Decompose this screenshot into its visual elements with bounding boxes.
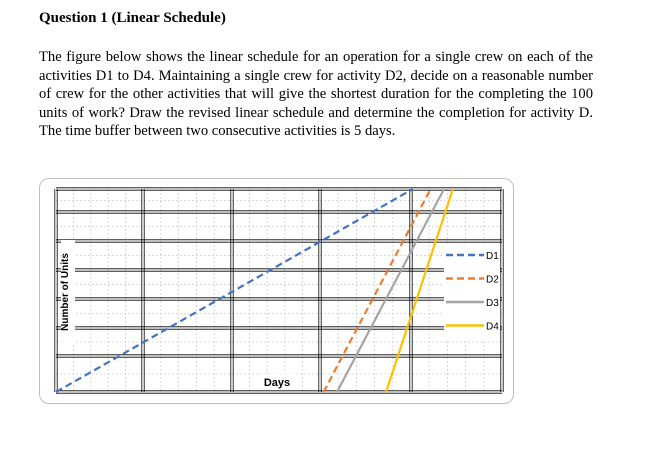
question-paragraph: The figure below shows the linear schedule for an operation for a single crew on each of the activities D1 to D4. Maintaining a single crew for activity D2, decide on a reasonable number of crew for the other activities that will give the shortest duration for the completing the 100 units of work? Draw the revised linear schedule and determine the completion for activity D. The time buffer between two consecutive activities is 5 days. (39, 49, 593, 140)
series-line-d2 (324, 189, 431, 392)
legend-label-d4: D4 (486, 321, 499, 333)
series-line-d3 (337, 189, 444, 392)
legend-label-d1: D1 (486, 251, 499, 262)
series-line-d1 (56, 189, 413, 392)
question-title: Question 1 (Linear Schedule) (39, 10, 226, 26)
y-axis-label: Number of Units (60, 253, 71, 331)
legend-label-d2: D2 (486, 274, 499, 286)
series-line-d4 (386, 189, 453, 392)
x-axis-label: Days (263, 377, 291, 389)
legend-label-d3: D3 (486, 298, 499, 309)
